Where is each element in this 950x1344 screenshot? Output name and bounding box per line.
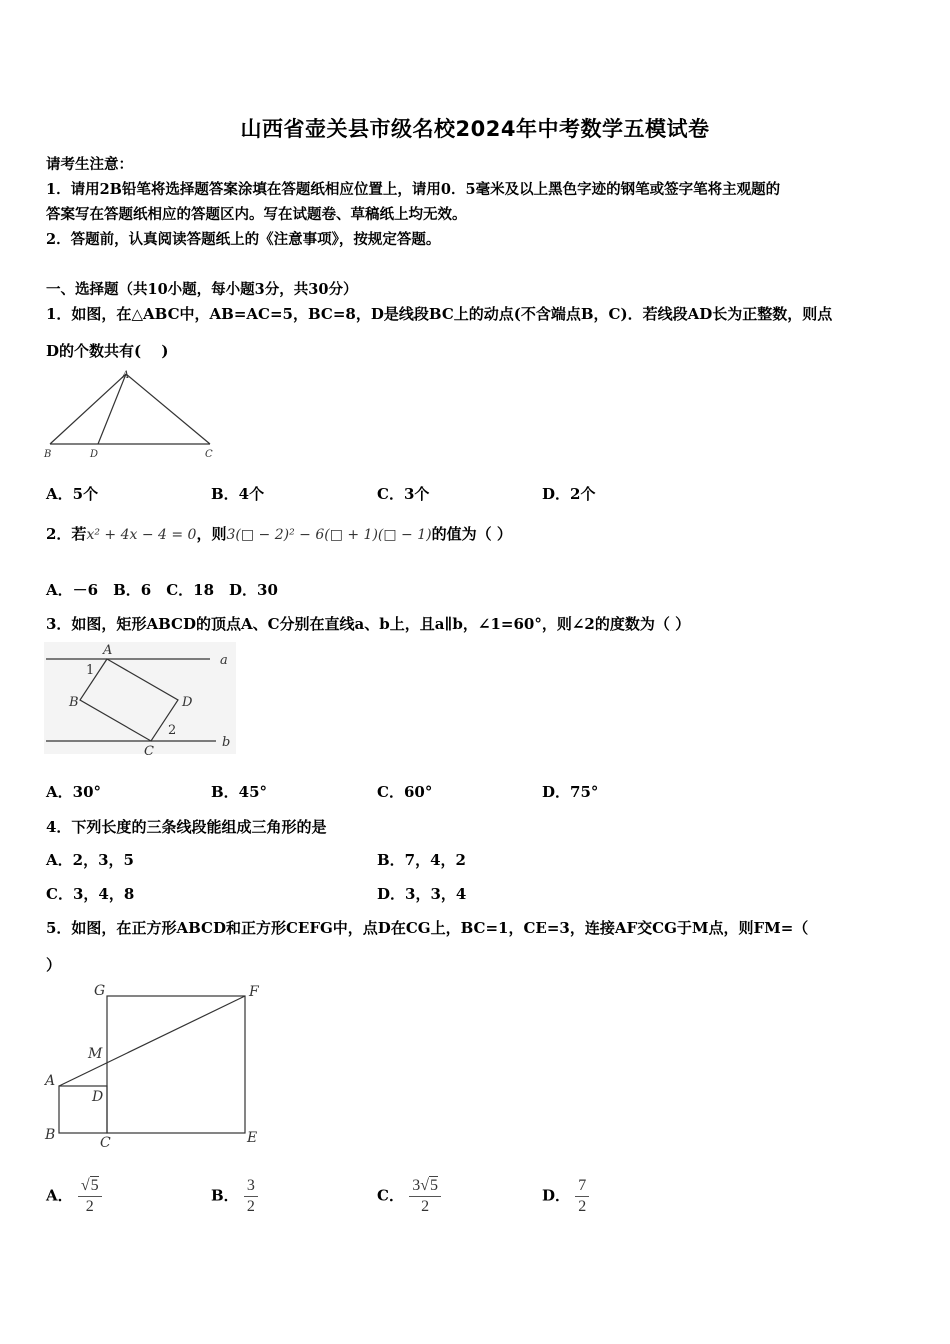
q5-option-d bbox=[542, 1176, 589, 1217]
q1-triangle-figure bbox=[40, 366, 225, 462]
q1-label-d: D bbox=[90, 449, 99, 460]
q1-label-a: A bbox=[122, 370, 130, 381]
q4-option-c: C．3，4，8 bbox=[46, 885, 135, 903]
q3-option-a: A．30° bbox=[46, 783, 102, 801]
q5-text-line-1: 5．如图，在正方形ABCD和正方形CEFG中，点D在CG上，BC=1，CE=3，连接AF交CG于M点，则FM=（ bbox=[46, 919, 809, 937]
q5-label-f: F bbox=[249, 984, 259, 1000]
q5-label-d: D bbox=[92, 1089, 104, 1105]
notice-line-1: 1．请用2B铅笔将选择题答案涂填在答题纸相应位置上，请用0．5毫米及以上黑色字迹的钢笔或签字笔将主观题的 bbox=[46, 181, 781, 198]
q5-option-a-denominator: 2 bbox=[85, 1198, 94, 1215]
q3-label-b: B bbox=[69, 695, 79, 710]
q5-option-c-coefficient: 3 bbox=[412, 1177, 421, 1194]
q5-option-d-numerator: 7 bbox=[575, 1176, 589, 1197]
q5-option-b bbox=[211, 1176, 258, 1217]
section-heading: 一、选择题（共10小题，每小题3分，共30分） bbox=[46, 281, 358, 298]
q3-text: 3．如图，矩形ABCD的顶点A、C分别在直线a、b上，且a∥b，∠1=60°，则∠2的度数为（ ） bbox=[46, 615, 691, 633]
q4-option-b: B．7，4，2 bbox=[377, 851, 466, 869]
q2-equation-2: 3(□ − 2)² − 6(□ + 1)(□ − 1) bbox=[226, 527, 432, 543]
q3-option-d: D．75° bbox=[542, 783, 599, 801]
q3-option-c: C．60° bbox=[377, 783, 433, 801]
q5-label-c: C bbox=[100, 1135, 111, 1150]
q2-options: A．－6 B．6 C．18 D．30 bbox=[46, 581, 278, 599]
q5-text-line-2: ） bbox=[46, 956, 62, 974]
q3-label-a: A bbox=[103, 643, 113, 658]
q5-option-c bbox=[377, 1176, 441, 1217]
q1-label-c: C bbox=[205, 449, 213, 460]
q1-option-c: C．3个 bbox=[377, 485, 430, 503]
q5-option-b-denominator: 2 bbox=[246, 1198, 255, 1215]
q1-text-line-2: D的个数共有( ) bbox=[46, 342, 169, 360]
q3-label-angle-1: 1 bbox=[86, 663, 95, 678]
q2-text bbox=[46, 523, 512, 544]
q1-label-b: B bbox=[44, 449, 52, 460]
q1-option-a: A．5个 bbox=[46, 485, 99, 503]
q5-option-b-fraction bbox=[244, 1176, 258, 1217]
q3-label-line-a: a bbox=[220, 653, 228, 668]
q5-option-b-label: B． bbox=[211, 1186, 239, 1205]
q5-label-e: E bbox=[247, 1130, 258, 1146]
q5-option-a bbox=[46, 1176, 102, 1217]
q5-option-a-radicand: 5 bbox=[90, 1177, 99, 1194]
q5-option-d-fraction bbox=[575, 1176, 589, 1217]
q4-text: 4．下列长度的三条线段能组成三角形的是 bbox=[46, 818, 327, 836]
notice-heading: 请考生注意： bbox=[46, 156, 133, 173]
page-title: 山西省壶关县市级名校2024年中考数学五模试卷 bbox=[240, 117, 710, 141]
notice-line-3: 2．答题前，认真阅读答题纸上的《注意事项》，按规定答题。 bbox=[46, 231, 441, 248]
q1-text-line-1: 1．如图，在△ABC中，AB=AC=5，BC=8，D是线段BC上的动点(不含端点B，C)．若线段AD长为正整数，则点 bbox=[46, 305, 833, 323]
q2-equation-1: x² + 4x − 4 = 0 bbox=[86, 527, 197, 543]
q5-option-a-label: A． bbox=[46, 1186, 73, 1205]
q5-option-c-label: C． bbox=[377, 1186, 404, 1205]
q5-label-m: M bbox=[88, 1046, 103, 1062]
q3-option-b: B．45° bbox=[211, 783, 268, 801]
q5-option-c-denominator: 2 bbox=[421, 1198, 430, 1215]
q4-option-a: A．2，3，5 bbox=[46, 851, 134, 869]
q5-label-g: G bbox=[94, 983, 106, 999]
q1-option-d: D．2个 bbox=[542, 485, 596, 503]
q5-squares-figure bbox=[40, 980, 270, 1150]
q5-option-c-radicand: 5 bbox=[429, 1177, 438, 1194]
q5-option-d-denominator: 2 bbox=[578, 1198, 587, 1215]
q1-option-b: B．4个 bbox=[211, 485, 265, 503]
q5-option-c-fraction: $\frac{3√5}{2}$ bbox=[409, 1176, 441, 1217]
q5-option-b-numerator: 3 bbox=[244, 1176, 258, 1197]
q3-label-angle-2: 2 bbox=[168, 723, 177, 738]
q3-label-d: D bbox=[182, 695, 193, 710]
q5-label-b: B bbox=[45, 1127, 56, 1143]
q2-prefix: 2．若 bbox=[46, 525, 87, 543]
q2-mid: ，则 bbox=[196, 525, 227, 543]
q5-label-a: A bbox=[45, 1073, 56, 1089]
q3-label-c: C bbox=[144, 744, 154, 759]
q3-label-line-b: b bbox=[222, 735, 231, 750]
q5-option-d-label: D． bbox=[542, 1186, 571, 1205]
q5-option-a-fraction: $\frac{√5}{2}$ bbox=[78, 1176, 102, 1217]
q4-option-d: D．3，3，4 bbox=[377, 885, 467, 903]
notice-line-2: 答案写在答题纸相应的答题区内。写在试题卷、草稿纸上均无效。 bbox=[46, 206, 467, 223]
q3-rectangle-figure bbox=[40, 640, 240, 760]
q2-suffix: 的值为（ ） bbox=[431, 525, 512, 543]
